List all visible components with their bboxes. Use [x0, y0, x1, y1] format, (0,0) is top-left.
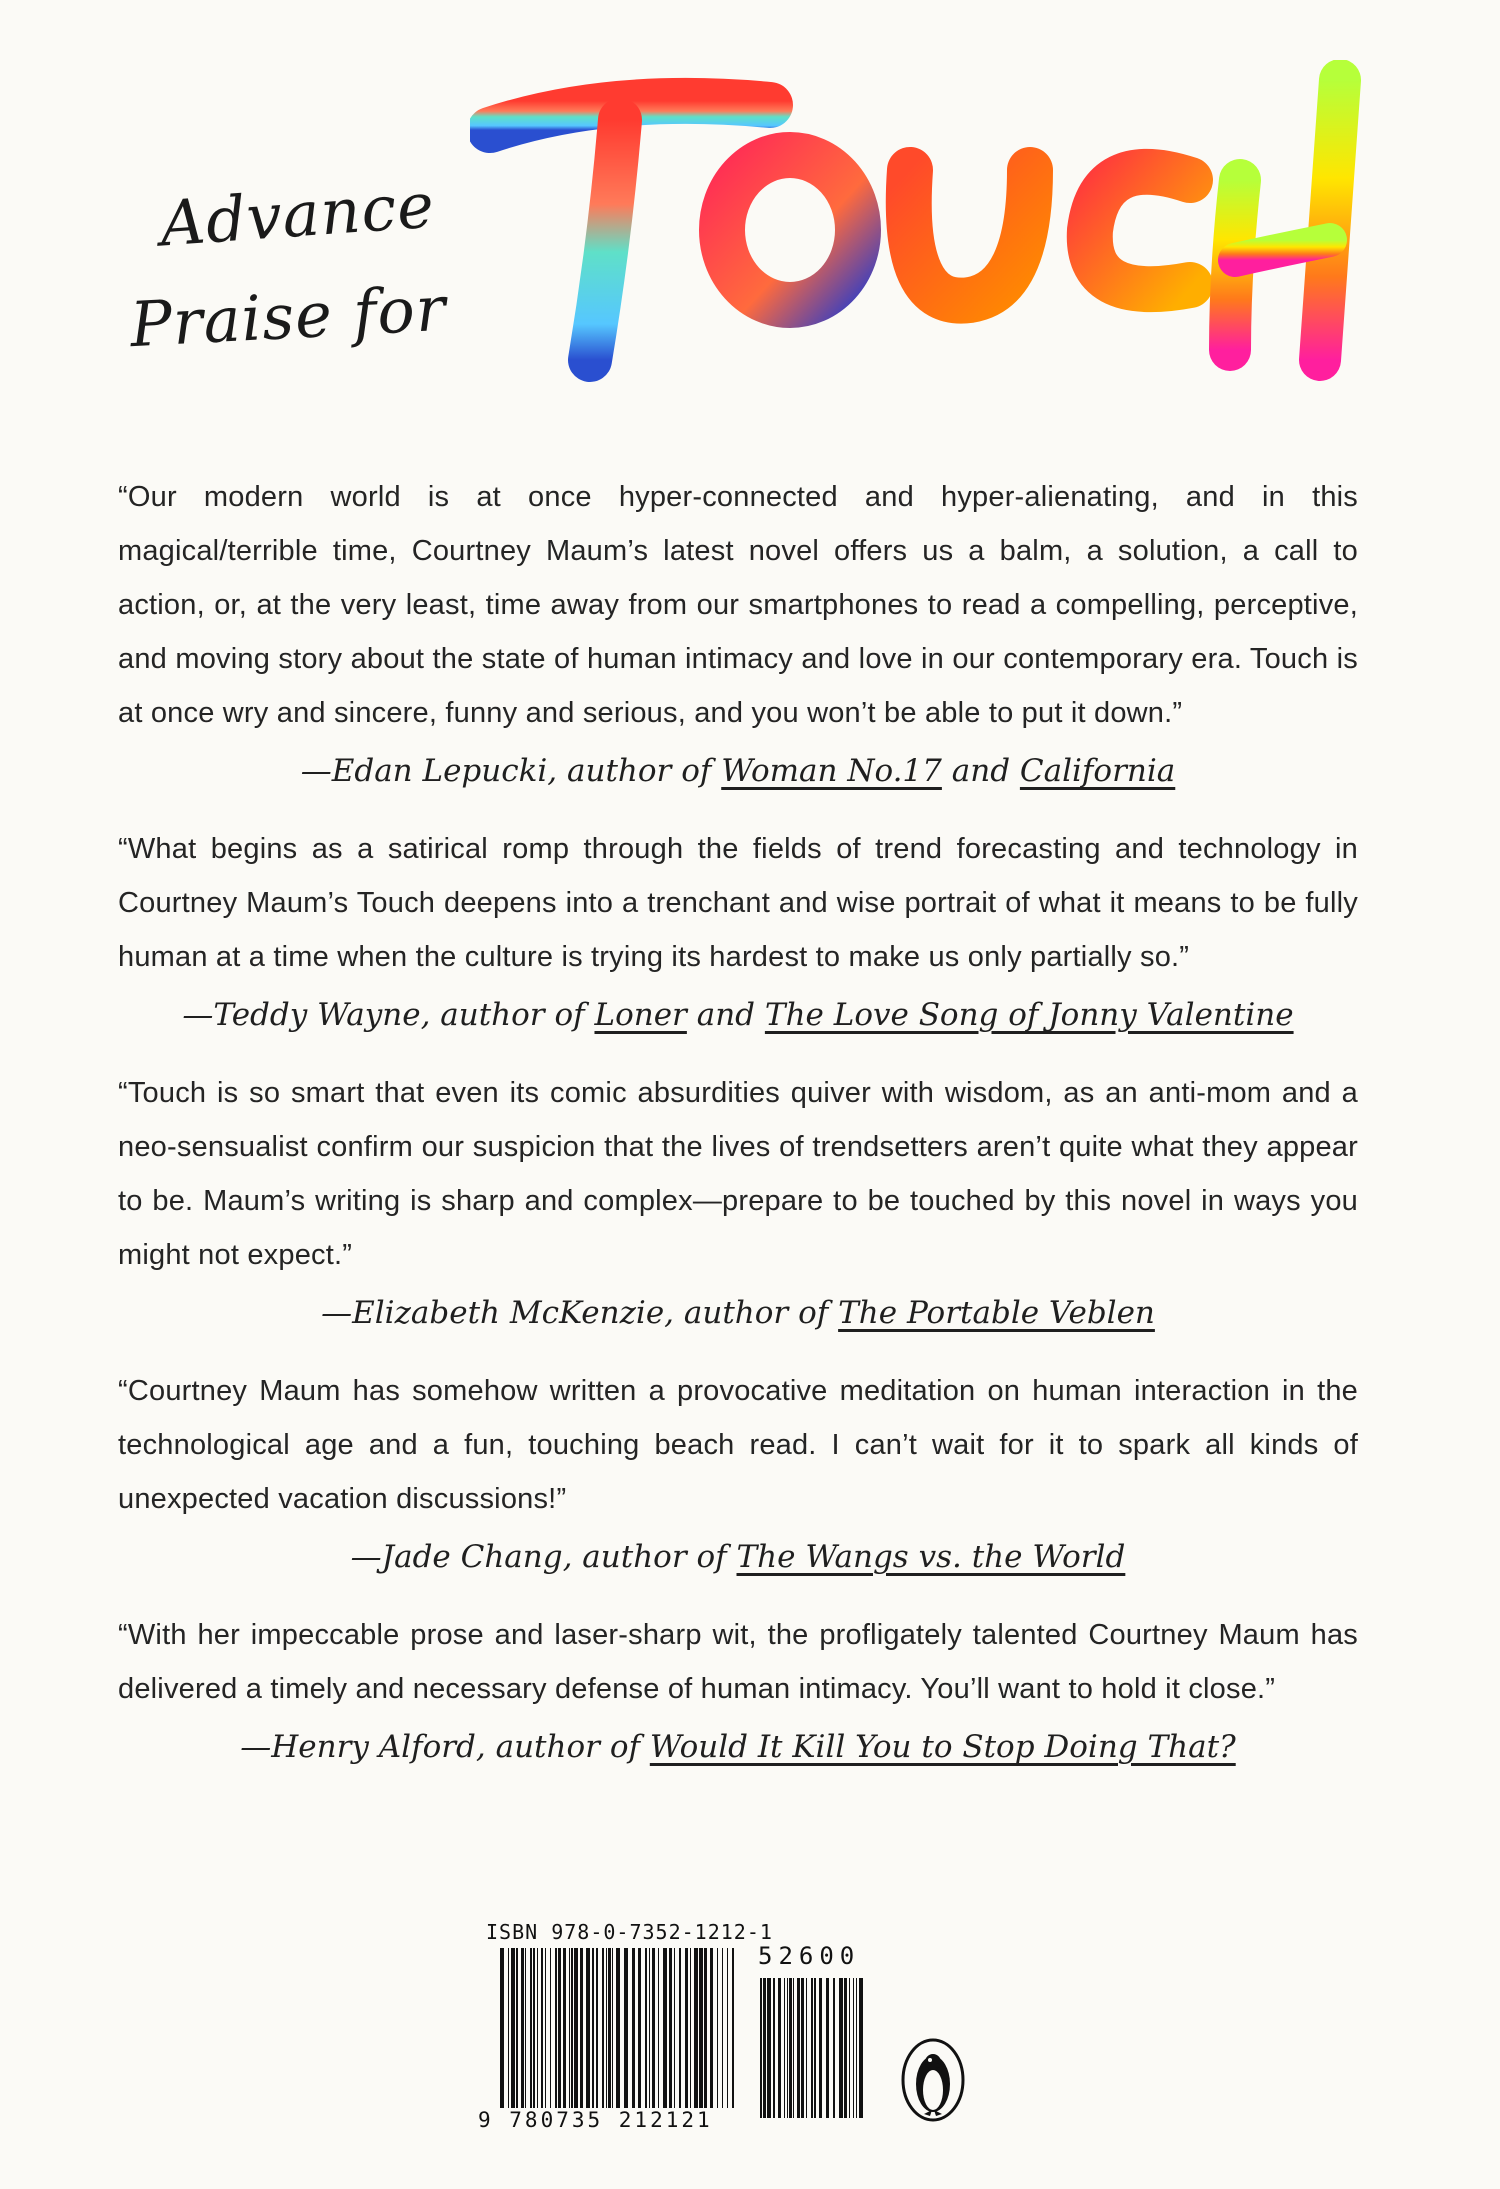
barcode-bar — [787, 1978, 788, 2118]
barcode-bar — [826, 1978, 829, 2118]
blurb-4-book-1: The Wangs vs. the World — [736, 1539, 1126, 1575]
barcode-bar — [849, 1978, 850, 2118]
barcode-bar — [806, 1978, 807, 2118]
barcode-bar — [624, 1948, 628, 2108]
blurb-5 — [118, 1608, 1358, 1772]
barcode-bar — [533, 1948, 535, 2108]
barcode-bar — [669, 1948, 672, 2108]
barcode-bar — [727, 1948, 728, 2108]
blurb-4 — [118, 1364, 1358, 1582]
barcode-bar — [537, 1948, 538, 2108]
blurb-1-book-1: Woman No.17 — [721, 753, 942, 789]
blurb-4-attribution — [118, 1532, 1358, 1582]
barcode-digits: 9 780735 212121 — [478, 2108, 713, 2132]
blurb-2-book-2: The Love Song of Jonny Valentine — [764, 997, 1294, 1033]
barcode-bar — [859, 1978, 863, 2118]
blurb-1-author: —Edan Lepucki, author of — [300, 753, 712, 789]
blurb-5-quote: “With her impeccable prose and laser-sharp wit, the profligately talented Courtney Maum has delivered a timely and necessary defense of human intimacy. You’ll want to hold it close.” — [118, 1619, 1358, 1705]
title-touch — [470, 60, 1370, 390]
blurb-4-author: —Jade Chang, author of — [350, 1539, 727, 1575]
barcode-block — [478, 1920, 998, 2140]
barcode-bar — [574, 1948, 578, 2108]
barcode-bar — [602, 1948, 604, 2108]
blurb-3-author: —Elizabeth McKenzie, author of — [321, 1295, 829, 1331]
barcode-bar — [569, 1948, 570, 2108]
barcode-bar — [638, 1948, 641, 2108]
barcode-bar — [541, 1948, 543, 2108]
barcode-bar — [844, 1978, 847, 2118]
barcode-bar — [511, 1948, 515, 2108]
barcode-bar — [801, 1978, 804, 2118]
barcode-bar — [612, 1948, 613, 2108]
barcode-bar — [839, 1978, 843, 2118]
barcode-bar — [717, 1948, 718, 2108]
barcode-bar — [767, 1978, 771, 2118]
penguin-logo-icon — [900, 2038, 966, 2122]
blurb-4-quote: “Courtney Maum has somehow written a provocative meditation on human interaction in the technological age and a fun, touching beach read. I can’t wait for it to spark all kinds of unexpected vacation discussions!” — [118, 1375, 1358, 1515]
letter-h-bar — [1235, 240, 1330, 260]
blurb-5-attribution — [118, 1722, 1358, 1772]
barcode-bar — [853, 1978, 854, 2118]
blurb-1-attribution — [118, 746, 1358, 796]
barcode-bar — [521, 1948, 524, 2108]
barcode-bar — [632, 1948, 635, 2108]
praise-blurbs — [118, 470, 1358, 1798]
barcode-bar — [516, 1948, 518, 2108]
barcode-bar — [699, 1948, 703, 2108]
barcode-bar — [833, 1978, 835, 2118]
barcode-bar — [525, 1948, 526, 2108]
barcode-bar — [811, 1978, 813, 2118]
barcode-bar — [616, 1948, 620, 2108]
blurb-2-conj: and — [696, 997, 756, 1033]
barcode-bar — [663, 1948, 667, 2108]
barcode-bar — [797, 1978, 800, 2118]
blurb-3-attribution — [118, 1288, 1358, 1338]
barcode-bar — [763, 1978, 766, 2118]
barcode-bar — [814, 1978, 816, 2118]
barcode-bar — [819, 1978, 822, 2118]
barcode-bar — [773, 1978, 775, 2118]
barcode-bar — [658, 1948, 659, 2108]
blurb-2-quote: “What begins as a satirical romp through the fields of trend forecasting and technology in Courtney Maum’s Touch deepens into a trenchant and wise portrait of what it means to be fully human at a time when the culture is trying its hardest to make us only partially so.” — [118, 833, 1358, 973]
letter-c — [1090, 172, 1190, 289]
letter-u — [909, 170, 1030, 301]
barcode-bar — [704, 1948, 707, 2108]
barcode-bar — [545, 1948, 546, 2108]
title-touch-graphic — [470, 60, 1370, 390]
blurb-1-conj: and — [951, 753, 1011, 789]
isbn-barcode — [498, 1948, 738, 2108]
barcode-bar — [674, 1948, 675, 2108]
barcode-bar — [606, 1948, 607, 2108]
isbn-label: ISBN 978-0-7352-1212-1 — [486, 1920, 773, 1944]
letter-o — [722, 155, 858, 305]
barcode-bar — [722, 1948, 723, 2108]
barcode-bar — [778, 1978, 781, 2118]
barcode-bar — [558, 1948, 561, 2108]
barcode-bar — [652, 1948, 655, 2108]
barcode-bar — [760, 1978, 762, 2118]
blurb-3 — [118, 1066, 1358, 1338]
price-addon-number: 52600 — [758, 1942, 861, 1970]
barcode-bar — [856, 1978, 857, 2118]
barcode-bar — [685, 1948, 688, 2108]
blurb-3-quote: “Touch is so smart that even its comic absurdities quiver with wisdom, as an anti-mom and a neo-sensualist confirm our suspicion that the lives of trendsetters aren’t quite what they appear to be. Maum’s writing is sharp and complex—prepare to be touched by this novel in ways you might not expect.” — [118, 1077, 1358, 1271]
blurb-5-book-1: Would It Kill You to Stop Doing That? — [649, 1729, 1236, 1765]
barcode-bar — [530, 1948, 532, 2108]
barcode-bar — [580, 1948, 583, 2108]
blurb-2 — [118, 822, 1358, 1040]
barcode-bar — [608, 1948, 611, 2108]
barcode-bar — [508, 1948, 509, 2108]
barcode-bar — [679, 1948, 681, 2108]
barcode-bar — [550, 1948, 551, 2108]
barcode-bar — [596, 1948, 598, 2108]
barcode-bar — [645, 1948, 647, 2108]
blurb-2-author: —Teddy Wayne, author of — [182, 997, 585, 1033]
price-addon-barcode — [758, 1978, 868, 2118]
blurb-5-author: —Henry Alford, author of — [240, 1729, 640, 1765]
letter-h-right — [1320, 80, 1340, 360]
barcode-bar — [784, 1978, 785, 2118]
barcode-bar — [789, 1978, 792, 2118]
barcode-bar — [555, 1948, 557, 2108]
barcode-bar — [571, 1948, 573, 2108]
blurb-3-book-1: The Portable Veblen — [838, 1295, 1155, 1331]
barcode-bar — [694, 1948, 698, 2108]
barcode-bar — [732, 1948, 734, 2108]
barcode-bar — [793, 1978, 794, 2118]
header-advance: Advance — [157, 168, 438, 261]
barcode-bar — [710, 1948, 713, 2108]
letter-t-stem — [590, 120, 620, 360]
barcode-bar — [500, 1948, 504, 2108]
barcode-bar — [586, 1948, 590, 2108]
blurb-2-book-1: Loner — [594, 997, 687, 1033]
blurb-2-attribution — [118, 990, 1358, 1040]
barcode-bar — [563, 1948, 566, 2108]
blurb-1-quote: “Our modern world is at once hyper-connected and hyper-alienating, and in this magical/terrible time, Courtney Maum’s latest novel offers us a balm, a solution, a call to action, or, at the very least, time away from our smartphones to read a compelling, perceptive, and moving story about the state of human intimacy and love in our contemporary era. Touch is at once wry and sincere, funny and serious, and you won’t be able to put it down.” — [118, 481, 1358, 729]
barcode-bar — [690, 1948, 691, 2108]
blurb-1 — [118, 470, 1358, 796]
barcode-bar — [649, 1948, 650, 2108]
header-praise-for: Praise for — [128, 271, 448, 362]
blurb-1-book-2: California — [1019, 753, 1176, 789]
barcode-bar — [592, 1948, 594, 2108]
